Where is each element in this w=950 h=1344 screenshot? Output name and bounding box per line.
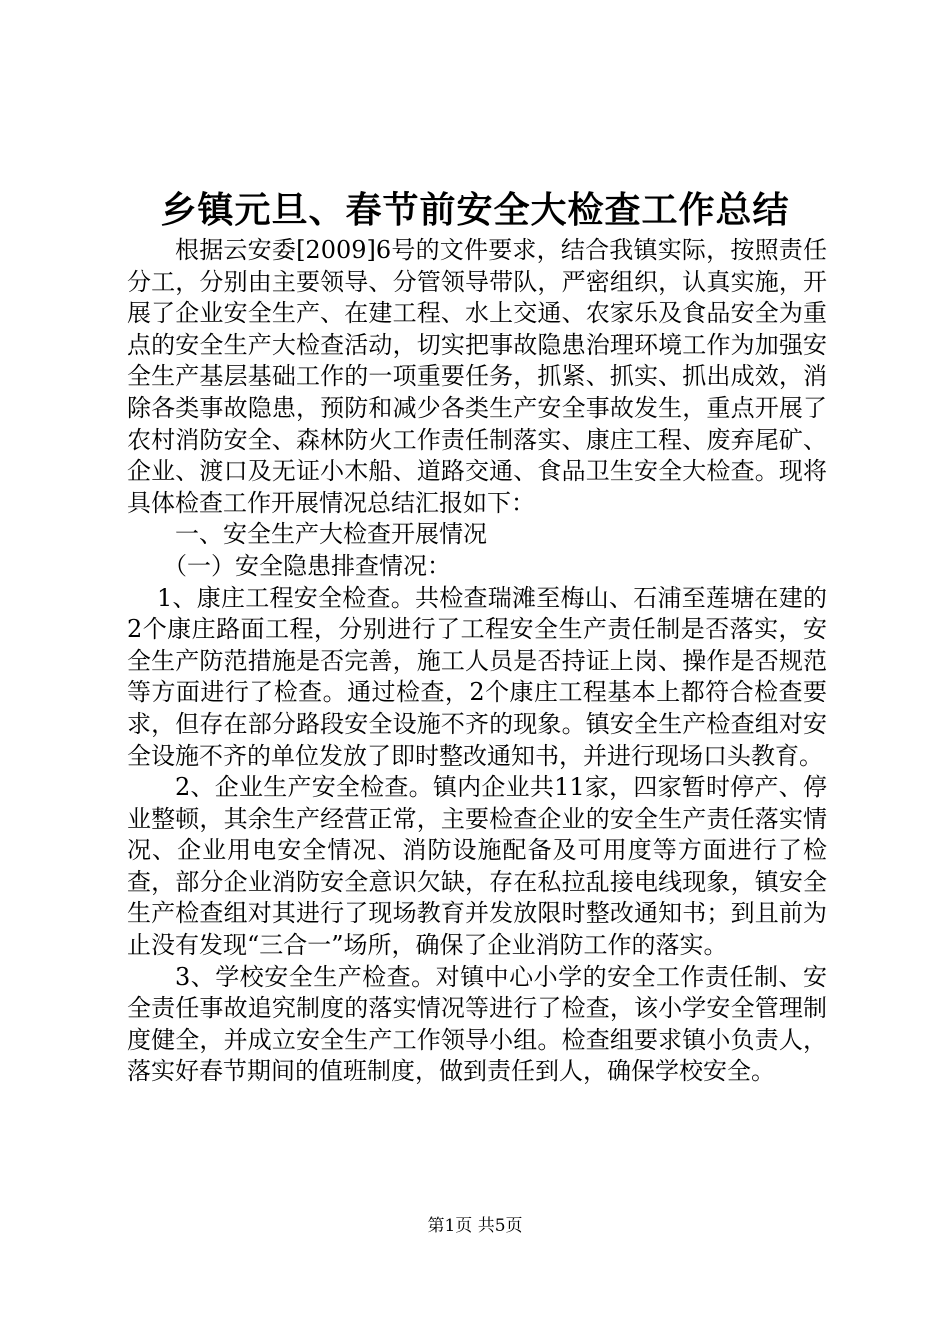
page-footer: 第1页 共5页 — [427, 1216, 523, 1236]
document-title: 乡镇元旦、春节前安全大检查工作总结 — [160, 189, 790, 231]
document-body — [127, 235, 827, 1088]
item-paragraph-1: 1、康庄工程安全检查。共检查瑞滩至梅山、石浦至莲塘在建的2个康庄路面工程，分别进行了工程安全生产责任制是否落实，安全生产防范措施是否完善，施工人员是否持证上岗、操作是否规范等方面进行了检查。通过检查，2个康庄工程基本上都符合检查要求，但存在部分路段安全设施不齐的现象。镇安全生产检查组对安全设施不齐的单位发放了即时整改通知书，并进行现场口头教育。 — [127, 583, 827, 770]
item-paragraph-3: 3、学校安全生产检查。对镇中心小学的安全工作责任制、安全责任事故追究制度的落实情况等进行了检查，该小学安全管理制度健全，并成立安全生产工作领导小组。检查组要求镇小负责人，落实好春节期间的值班制度，做到责任到人，确保学校安全。 — [127, 962, 827, 1086]
section-heading: 一、安全生产大检查开展情况 — [175, 520, 487, 549]
intro-paragraph: 根据云安委[2009]6号的文件要求，结合我镇实际，按照责任分工，分别由主要领导、分管领导带队，严密组织，认真实施，开展了企业安全生产、在建工程、水上交通、农家乐及食品安全为重点的安全生产大检查活动，切实把事故隐患治理环境工作为加强安全生产基层基础工作的一项重要任务，抓紧、抓实、抓出成效，消除各类事故隐患，预防和减少各类生产安全事故发生，重点开展了农村消防安全、森林防火工作责任制落实、康庄工程、废弃尾矿、企业、渡口及无证小木船、道路交通、食品卫生安全大检查。现将具体检查工作开展情况总结汇报如下： — [127, 236, 827, 517]
subsection-heading: （一）安全隐患排查情况： — [163, 551, 451, 580]
item-paragraph-2: 2、企业生产安全检查。镇内企业共11家，四家暂时停产、停业整顿，其余生产经营正常，主要检查企业的安全生产责任落实情况、企业用电安全情况、消防设施配备及可用度等方面进行了检查，部分企业消防安全意识欠缺，存在私拉乱接电线现象，镇安全生产检查组对其进行了现场教育并发放限时整改通知书；到且前为止没有发现“三合一”场所，确保了企业消防工作的落实。 — [127, 773, 827, 960]
